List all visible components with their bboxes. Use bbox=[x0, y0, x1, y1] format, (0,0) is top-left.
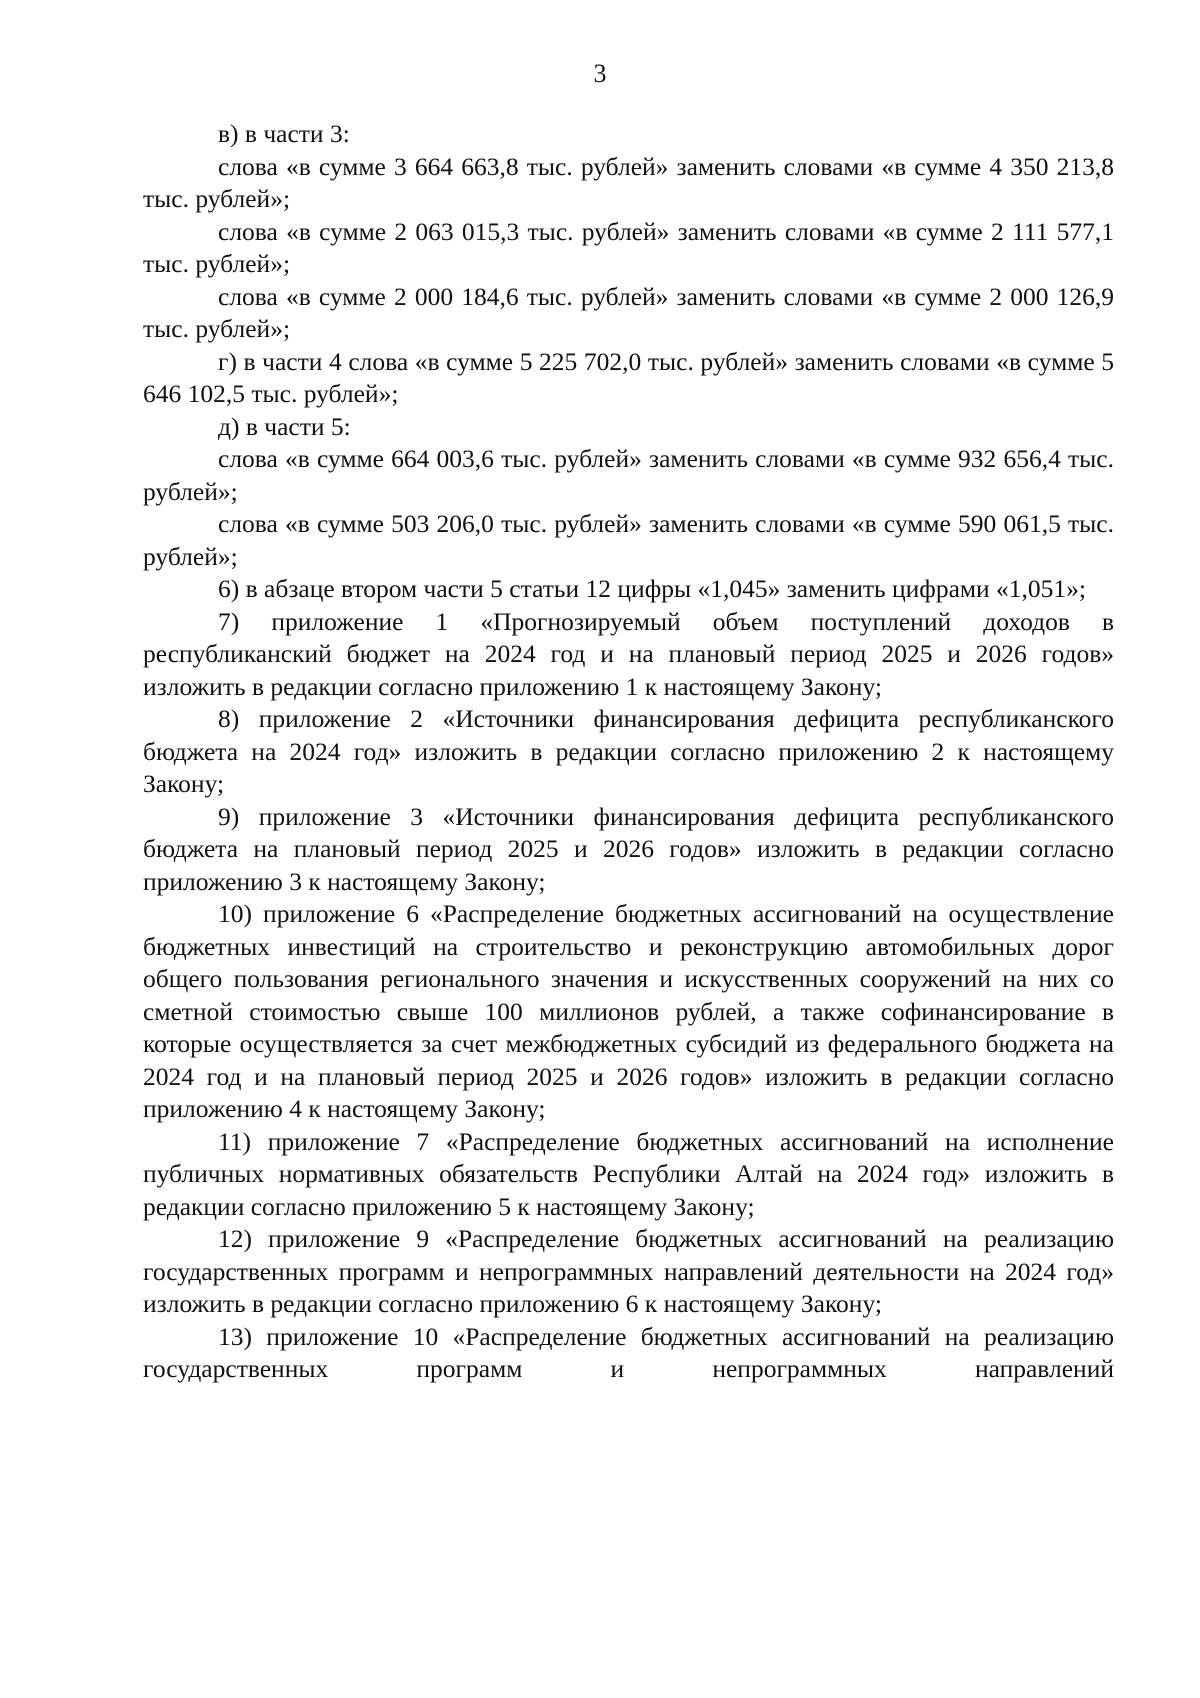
paragraph-v-part-3: в) в части 3: bbox=[218, 119, 350, 148]
paragraph-item-10: 10) приложение 6 «Распределение бюджетных ассигнований на осуществление бюджетных инвестиций на строительство и реконструкцию автомобильных дорог общего пользования регионального значения и искусственных сооружений на них со сметной стоимостью свыше 100 миллионов рублей, а также софинансирование в которые осуществляется за счет межбюджетных субсидий из федерального бюджета на 2024 год и на плановый период 2025 и 2026 годов» изложить в редакции согласно приложению 4 к настоящему Закону; bbox=[143, 899, 1114, 1123]
paragraph-replacement-3: слова «в сумме 2 000 184,6 тыс. рублей» заменить словами «в сумме 2 000 126,9 тыс. рублей»; bbox=[143, 281, 1114, 343]
paragraph-item-9: 9) приложение 3 «Источники финансирования дефицита республиканского бюджета на плановый период 2025 и 2026 годов» изложить в редакции согласно приложению 3 к настоящему Закону; bbox=[143, 801, 1114, 896]
document-body bbox=[143, 118, 1114, 1386]
paragraph-item-6: 6) в абзаце втором части 5 статьи 12 цифры «1,045» заменить цифрами «1,051»; bbox=[218, 574, 1087, 603]
paragraph-item-11: 11) приложение 7 «Распределение бюджетных ассигнований на исполнение публичных нормативных обязательств Республики Алтай на 2024 год» изложить в редакции согласно приложению 5 к настоящему Закону; bbox=[143, 1126, 1114, 1221]
paragraph-replacement-4: слова «в сумме 664 003,6 тыс. рублей» заменить словами «в сумме 932 656,4 тыс. рублей»; bbox=[143, 444, 1114, 506]
paragraph-replacement-2: слова «в сумме 2 063 015,3 тыс. рублей» заменить словами «в сумме 2 111 577,1 тыс. рублей»; bbox=[143, 216, 1114, 278]
paragraph-item-8: 8) приложение 2 «Источники финансирования дефицита республиканского бюджета на 2024 год» изложить в редакции согласно приложению 2 к настоящему Закону; bbox=[143, 704, 1114, 798]
paragraph-d-part-5: д) в части 5: bbox=[218, 411, 351, 441]
paragraph-replacement-1: слова «в сумме 3 664 663,8 тыс. рублей» заменить словами «в сумме 4 350 213,8 тыс. рублей»; bbox=[143, 151, 1114, 213]
paragraph-g-part-4: г) в части 4 слова «в сумме 5 225 702,0 тыс. рублей» заменить словами «в сумме 5 646 102,5 тыс. рублей»; bbox=[143, 346, 1114, 408]
paragraph-item-7: 7) приложение 1 «Прогнозируемый объем поступлений доходов в республиканский бюджет на 2024 год и на плановый период 2025 и 2026 годов» изложить в редакции согласно приложению 1 к настоящему Закону; bbox=[143, 606, 1114, 701]
paragraph-item-13: 13) приложение 10 «Распределение бюджетных ассигнований на реализацию государственных программ и непрограммных направлений bbox=[143, 1321, 1114, 1383]
paragraph-replacement-5: слова «в сумме 503 206,0 тыс. рублей» заменить словами «в сумме 590 061,5 тыс. рублей»; bbox=[143, 509, 1114, 571]
page-number: 3 bbox=[593, 59, 607, 88]
paragraph-item-12: 12) приложение 9 «Распределение бюджетных ассигнований на реализацию государственных программ и непрограммных направлений деятельности на 2024 год» изложить в редакции согласно приложению 6 к настоящему Закону; bbox=[143, 1224, 1114, 1318]
